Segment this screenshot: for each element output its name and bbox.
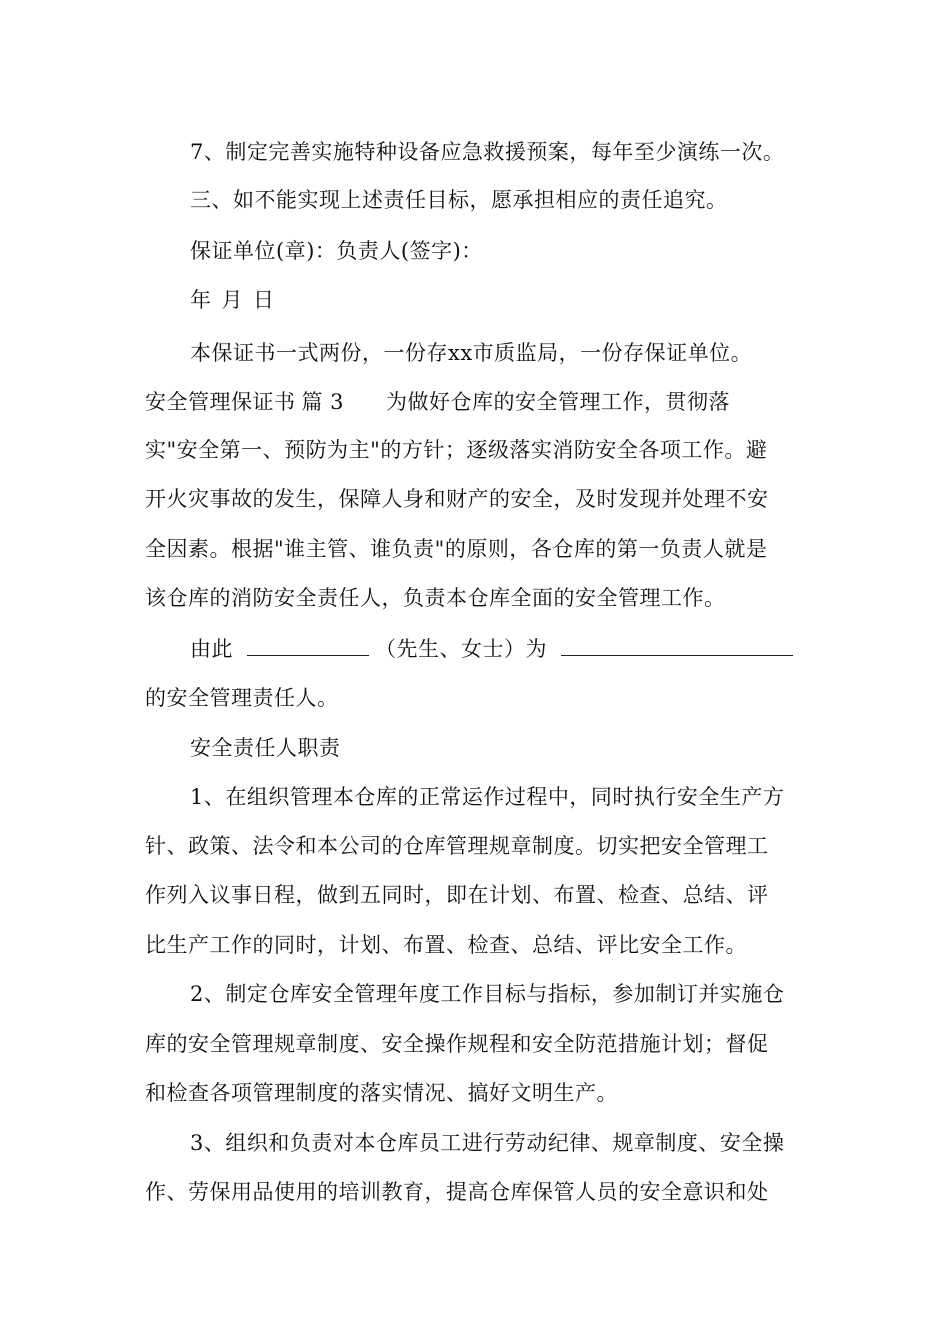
text-line: 1、在组织管理本仓库的正常运作过程中，同时执行安全生产方 [190, 785, 785, 809]
date-line [190, 285, 285, 315]
text-line: 该仓库的消防安全责任人，负责本仓库全面的安全管理工作。 [145, 586, 726, 610]
position-blank [561, 633, 793, 656]
text-line: 实"安全第一、预防为主"的方针；逐级落实消防安全各项工作。避 [145, 438, 768, 462]
text-line: 作、劳保用品使用的培训教育，提高仓库保管人员的安全意识和处 [145, 1180, 769, 1204]
text-span: （先生、女士）为 [375, 637, 547, 661]
text-span: 为做好仓库的安全管理工作，贯彻落 [386, 390, 731, 414]
text-line: 比生产工作的同时，计划、布置、检查、总结、评比安全工作。 [145, 933, 747, 957]
text-line: 和检查各项管理制度的落实情况、搞好文明生产。 [145, 1081, 618, 1105]
month-label: 月 [221, 288, 243, 312]
text-line: 3、组织和负责对本仓库员工进行劳动纪律、规章制度、安全操 [190, 1131, 785, 1155]
name-blank [247, 633, 369, 656]
year-label: 年 [190, 288, 212, 312]
text-line: 开火灾事故的发生，保障人身和财产的安全，及时发现并处理不安 [145, 487, 769, 511]
text-line: 2、制定仓库安全管理年度工作目标与指标，参加制订并实施仓 [190, 982, 785, 1006]
text-line: 全因素。根据"谁主管、谁负责"的原则，各仓库的第一负责人就是 [145, 537, 768, 561]
day-label: 日 [253, 288, 275, 312]
signature-line: 保证单位(章)：负责人(签字)： [190, 239, 483, 263]
section-heading-line [145, 387, 736, 417]
text-line: 三、如不能实现上述责任目标，愿承担相应的责任追究。 [190, 188, 728, 212]
text-span: 由此 [190, 637, 233, 661]
subheading: 安全责任人职责 [190, 736, 341, 760]
text-line: 本保证书一式两份，一份存xx市质监局，一份存保证单位。 [190, 341, 753, 365]
text-line: 库的安全管理规章制度、安全操作规程和安全防范措施计划；督促 [145, 1032, 769, 1056]
text-line: 的安全管理责任人。 [145, 686, 339, 710]
text-line: 7、制定完善实施特种设备应急救援预案，每年至少演练一次。 [190, 140, 785, 164]
appointment-line [190, 633, 793, 664]
section-title: 安全管理保证书 [145, 390, 296, 414]
text-line: 针、政策、法令和本公司的仓库管理规章制度。切实把安全管理工 [145, 834, 769, 858]
text-line: 作列入议事日程，做到五同时，即在计划、布置、检查、总结、评 [145, 883, 769, 907]
section-part: 篇 3 [301, 390, 345, 414]
